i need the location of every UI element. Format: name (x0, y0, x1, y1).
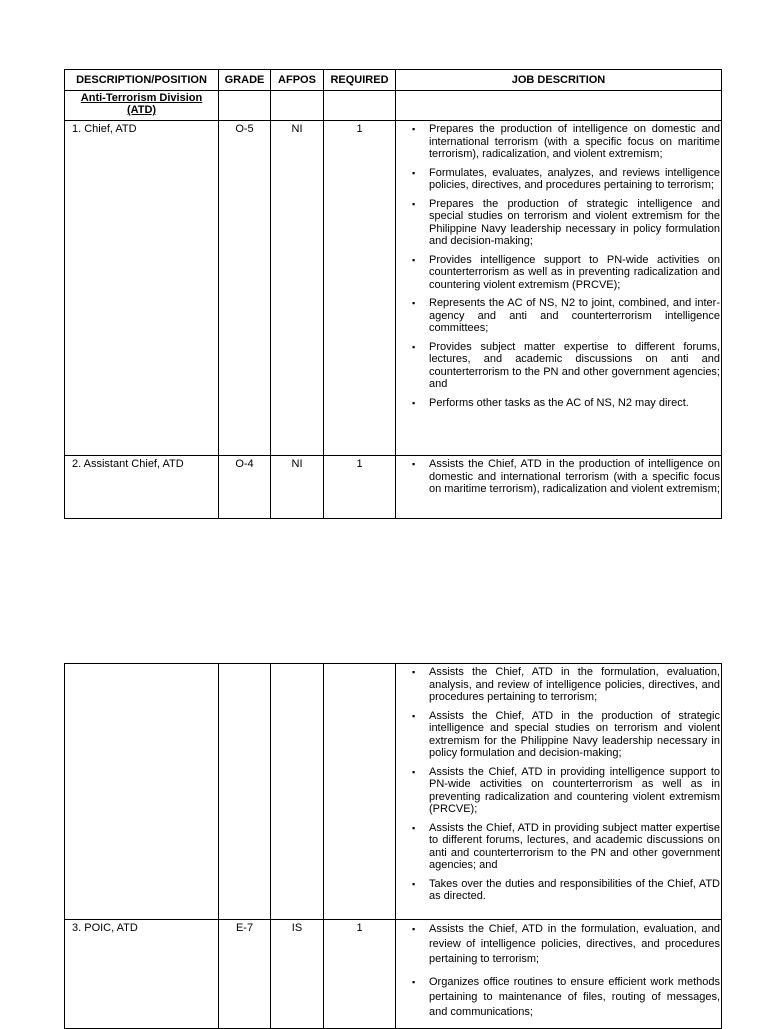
duty-item: ▪ Performs other tasks as the AC of NS, N2 may direct. (396, 397, 720, 410)
header-grade: GRADE (219, 70, 271, 91)
duty-list (396, 123, 721, 409)
required-cell: 1 (324, 456, 396, 519)
division-row (65, 91, 722, 121)
duty-item: ▪ Assists the Chief, ATD in the production of strategic intelligence and special studies on terrorism and violent extremism for the Philippine Navy leadership necessary in policy formulation and decision-making; (396, 710, 720, 760)
header-description-position: DESCRIPTION/POSITION (65, 70, 219, 91)
table-header-row (65, 70, 722, 91)
header-job-description: JOB DESCRITION (396, 70, 722, 91)
duty-item: ▪ Assists the Chief, ATD in providing intelligence support to PN-wide activities on counterterrorism as well as in preventing radicalization and countering violent extremism (PRCVE); (396, 766, 720, 816)
duty-list (396, 458, 721, 496)
afpos-cell: NI (271, 121, 324, 456)
division-title: Anti-Terrorism Division (ATD) (80, 92, 203, 116)
table-row (65, 121, 722, 456)
required-cell: 1 (324, 920, 396, 1029)
duty-item: ▪ Organizes office routines to ensure efficient work methods pertaining to maintenance of files, routing of messages, and communications; (396, 975, 720, 1020)
job-description-cell (396, 664, 722, 920)
header-afpos: AFPOS (271, 70, 324, 91)
position-cell: 1. Chief, ATD (65, 121, 219, 456)
grade-cell (219, 664, 271, 920)
duty-item: ▪ Takes over the duties and responsibilities of the Chief, ATD as directed. (396, 878, 720, 903)
duty-item: ▪ Formulates, evaluates, analyzes, and reviews intelligence policies, directives, and procedures pertaining to terrorism; (396, 167, 720, 192)
duty-list (396, 666, 721, 903)
position-cell: 3. POIC, ATD (65, 920, 219, 1029)
job-description-cell (396, 920, 722, 1029)
duty-item: ▪ Represents the AC of NS, N2 to joint, combined, and inter-agency and anti and counterterrorism intelligence committees; (396, 297, 720, 335)
afpos-cell: NI (271, 456, 324, 519)
grade-cell: O-4 (219, 456, 271, 519)
duty-item: ▪ Provides intelligence support to PN-wide activities on counterterrorism as well as in preventing radicalization and countering violent extremism (PRCVE); (396, 254, 720, 292)
afpos-cell (271, 664, 324, 920)
required-cell: 1 (324, 121, 396, 456)
position-cell (65, 664, 219, 920)
grade-cell: O-5 (219, 121, 271, 456)
duty-item: ▪ Provides subject matter expertise to different forums, lectures, and academic discussions on anti and counterterrorism to the PN and other government agencies; and (396, 341, 720, 391)
header-required: REQUIRED (324, 70, 396, 91)
positions-table-continued (64, 663, 722, 1029)
required-cell (324, 664, 396, 920)
table-row (65, 664, 722, 920)
duty-item: ▪ Assists the Chief, ATD in the production of intelligence on domestic and international terrorism (with a specific focus on maritime terrorism), radicalization and violent extremism; (396, 458, 720, 496)
afpos-cell: IS (271, 920, 324, 1029)
job-description-cell (396, 456, 722, 519)
positions-table-top (64, 69, 722, 519)
table-row (65, 456, 722, 519)
grade-cell: E-7 (219, 920, 271, 1029)
position-cell: 2. Assistant Chief, ATD (65, 456, 219, 519)
duty-item: ▪ Assists the Chief, ATD in the formulation, evaluation, analysis, and review of intelligence policies, directives, and procedures pertaining to terrorism; (396, 666, 720, 704)
job-description-cell (396, 121, 722, 456)
duty-list (396, 922, 721, 1020)
duty-item: ▪ Assists the Chief, ATD in the formulation, evaluation, and review of intelligence policies, directives, and procedures pertaining to terrorism; (396, 922, 720, 967)
duty-item: ▪ Prepares the production of intelligence on domestic and international terrorism (with a specific focus on maritime terrorism), radicalization, and violent extremism; (396, 123, 720, 161)
table-row (65, 920, 722, 1029)
duty-item: ▪ Assists the Chief, ATD in providing subject matter expertise to different forums, lectures, and academic discussions on anti and counterterrorism to the PN and other government agencies; and (396, 822, 720, 872)
duty-item: ▪ Prepares the production of strategic intelligence and special studies on terrorism and violent extremism for the Philippine Navy leadership necessary in policy formulation and decision-making; (396, 198, 720, 248)
